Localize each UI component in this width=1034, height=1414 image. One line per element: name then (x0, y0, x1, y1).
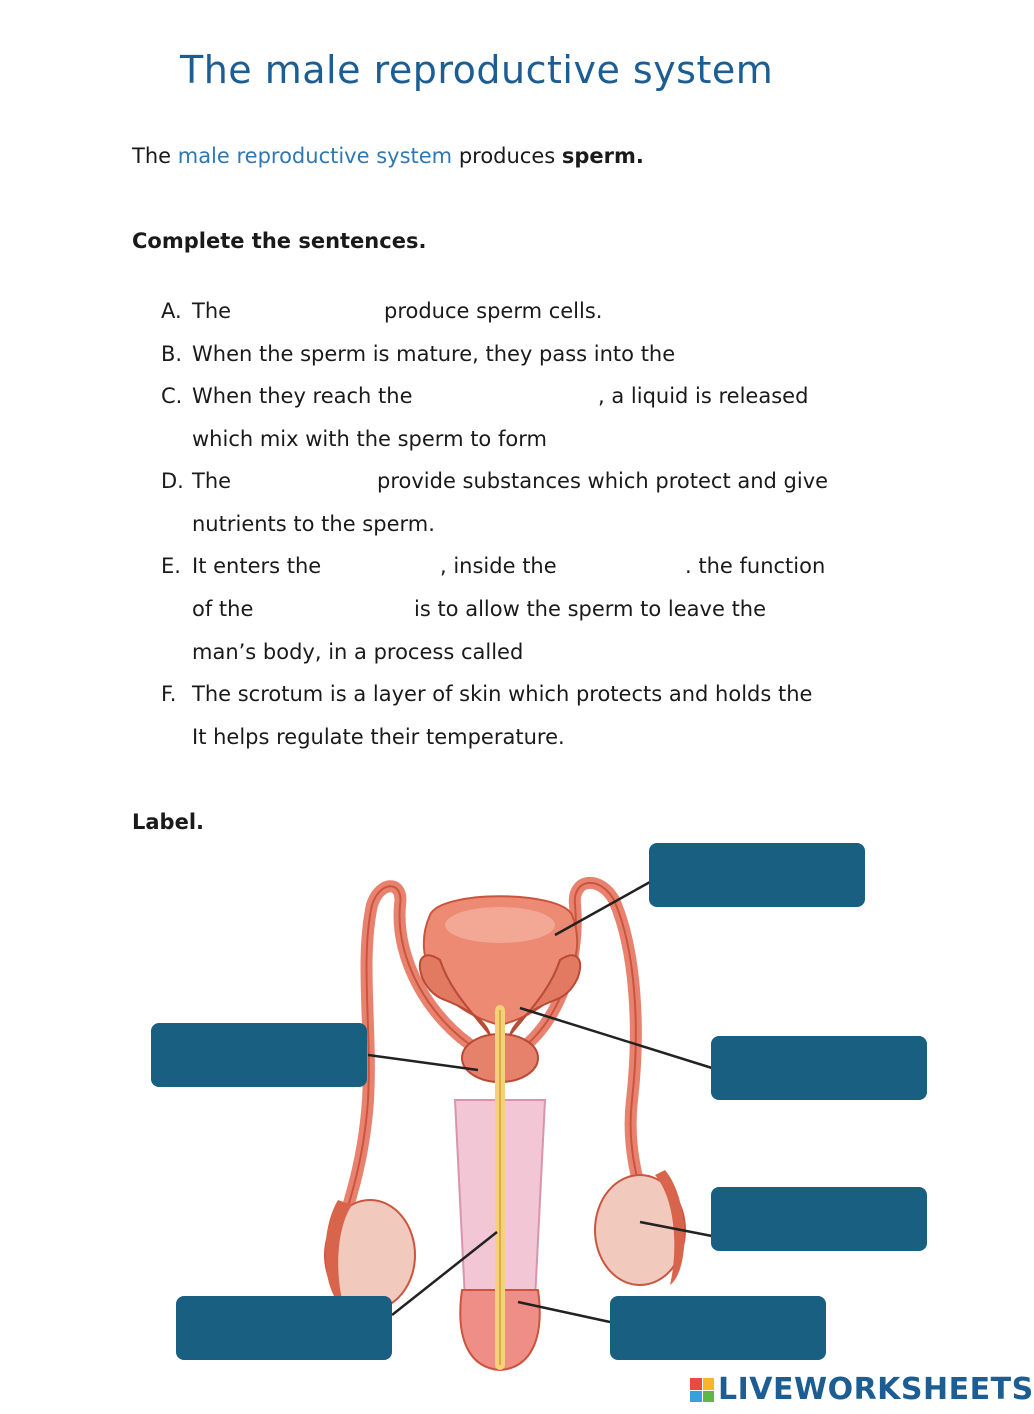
question-letter-d: D. (161, 469, 184, 493)
label-box-testis[interactable] (711, 1187, 927, 1251)
intro-highlight: male reproductive system (177, 144, 453, 168)
label-heading: Label. (132, 810, 205, 834)
question-a-text-1: The (192, 299, 232, 323)
question-f-text-2: It helps regulate their temperature. (192, 725, 565, 749)
question-d-text-1: The (192, 469, 232, 493)
question-letter-b: B. (161, 342, 183, 366)
question-c-text-3: which mix with the sperm to form (192, 427, 547, 451)
liveworksheets-logo-icon (690, 1378, 714, 1402)
bladder-highlight (445, 907, 555, 943)
question-e-text-3: . the function (685, 554, 826, 578)
question-letter-f: F. (161, 682, 177, 706)
intro-middle: produces (452, 144, 562, 168)
question-e-text-4: of the (192, 597, 254, 621)
question-letter-c: C. (161, 384, 183, 408)
label-box-urethra[interactable] (176, 1296, 392, 1360)
question-d-text-3: nutrients to the sperm. (192, 512, 435, 536)
question-f-text-1: The scrotum is a layer of skin which protects and holds the (192, 682, 813, 706)
question-b-text-1: When the sperm is mature, they pass into the (192, 342, 676, 366)
page-title: The male reproductive system (180, 48, 774, 92)
question-e-text-2: , inside the (440, 554, 557, 578)
question-c-text-1: When they reach the (192, 384, 413, 408)
question-d-text-2: provide substances which protect and give (377, 469, 829, 493)
label-box-prostate[interactable] (151, 1023, 367, 1087)
question-e-text-6: man’s body, in a process called (192, 640, 524, 664)
question-a-text-2: produce sperm cells. (384, 299, 603, 323)
label-box-bladder[interactable] (711, 1036, 927, 1100)
liveworksheets-brand: LIVEWORKSHEETS (718, 1372, 1034, 1407)
intro-prefix: The (132, 144, 178, 168)
question-letter-e: E. (161, 554, 181, 578)
question-c-text-2: , a liquid is released (598, 384, 809, 408)
complete-heading: Complete the sentences. (132, 229, 427, 253)
question-e-text-1: It enters the (192, 554, 322, 578)
intro-bold: sperm. (561, 144, 644, 168)
question-letter-a: A. (161, 299, 182, 323)
label-box-penis[interactable] (610, 1296, 826, 1360)
leader-line-3 (520, 1008, 712, 1068)
question-e-text-5: is to allow the sperm to leave the (414, 597, 767, 621)
label-box-seminal-vesicle[interactable] (649, 843, 865, 907)
